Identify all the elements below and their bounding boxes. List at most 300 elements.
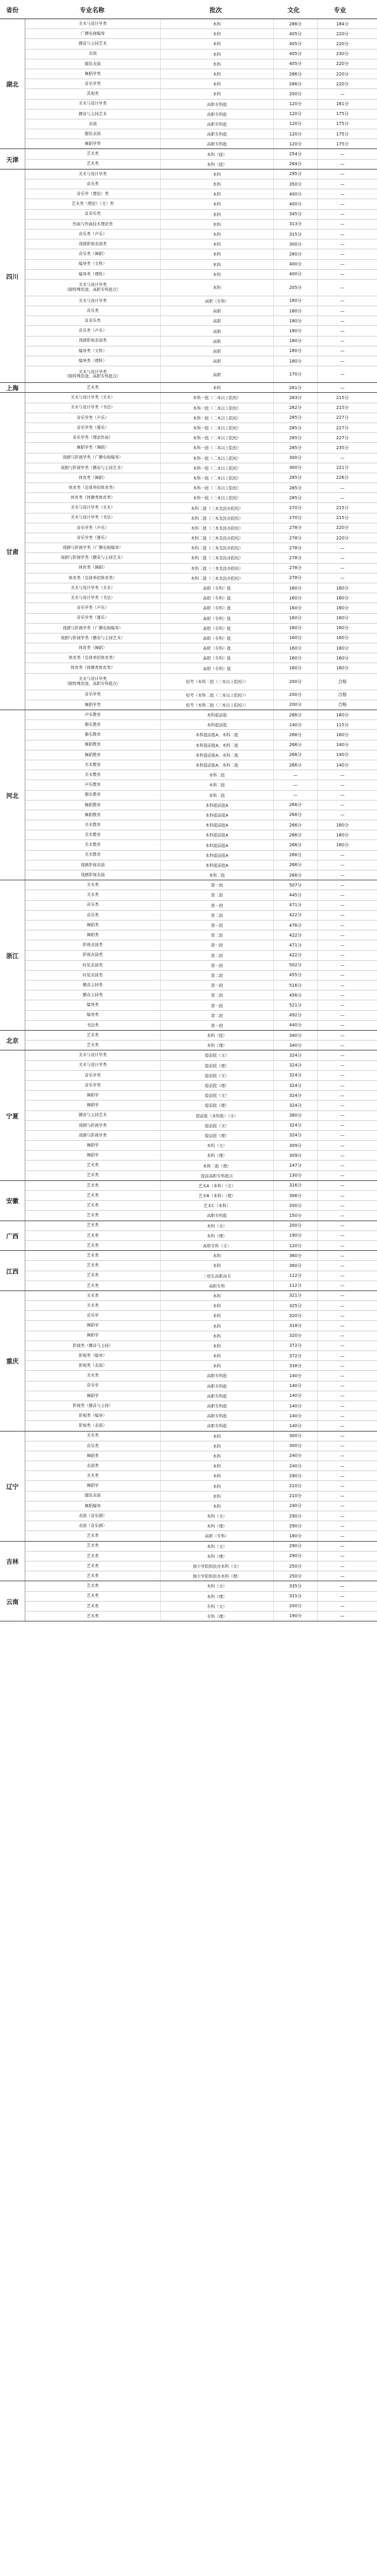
culture-score-cell: 507分 [274, 880, 318, 890]
major-cell: 编导类（理科） [25, 356, 161, 366]
profession-score-cell: 160分 [336, 625, 349, 631]
batch-cell: 本科提前批A [161, 820, 274, 830]
profession-score-cell: — [340, 212, 345, 217]
batch-cell: 独立学院和民办本科（文） [161, 1561, 274, 1571]
culture-score-cell: 320分 [274, 1311, 318, 1320]
major-cell: 音乐学 [25, 1381, 161, 1391]
table-row [25, 930, 377, 940]
culture-score-cell: 324分 [274, 1081, 318, 1090]
profession-score-cell: — [340, 241, 345, 247]
batch-cell: 高职（专科）批 [161, 633, 274, 643]
profession-score-cell: 160分 [336, 832, 349, 838]
culture-score-cell: 400分 [274, 270, 318, 279]
batch-cell: 本科 [161, 1341, 274, 1350]
batch-cell: 本科二批 [161, 780, 274, 789]
major-cell: 艺术类 [25, 1211, 161, 1220]
culture-score-cell: 471分 [274, 940, 318, 950]
culture-score-cell: 360分 [274, 1261, 318, 1270]
profession-score-cell: — [340, 942, 345, 948]
batch-cell: 提前批（文） [161, 1050, 274, 1060]
profession-score-cell: — [340, 1413, 345, 1419]
province-name: 河北 [0, 710, 25, 880]
major-cell: 音乐类 [25, 179, 161, 189]
culture-score-cell: 266分 [274, 820, 318, 830]
table-row [25, 1161, 377, 1170]
major-cell: 体育类（舞蹈） [25, 564, 161, 573]
table-row [25, 543, 377, 553]
culture-score-cell: 266分 [274, 840, 318, 849]
major-cell: 戏剧与影视学类 [25, 1121, 161, 1130]
profession-score-cell: — [340, 221, 345, 227]
culture-score-cell: 405分 [274, 29, 318, 38]
major-cell: 美术教育 [25, 840, 161, 849]
table-row [25, 366, 377, 382]
batch-cell: 高职 [161, 366, 274, 382]
province-name: 北京 [0, 1031, 25, 1050]
profession-score-cell: — [340, 328, 345, 334]
major-cell: 艺术类 [25, 1602, 161, 1611]
culture-score-cell: 120分 [274, 100, 318, 109]
major-cell: 器乐教育 [25, 730, 161, 739]
major-cell: 美术与设计学类 [25, 100, 161, 109]
culture-score-cell: 300分 [274, 1432, 318, 1441]
batch-cell: 本科 [161, 1331, 274, 1341]
major-cell: 编导类（理科） [25, 270, 161, 279]
batch-cell: 第一段 [161, 940, 274, 950]
culture-score-cell: 130分 [274, 1171, 318, 1180]
culture-score-cell: 286分 [274, 79, 318, 88]
batch-cell: 提前批（文） [161, 1071, 274, 1080]
batch-cell: 本科提前批A、本科二批 [161, 730, 274, 739]
profession-score-cell: — [340, 348, 345, 354]
culture-score-cell: 270分 [274, 503, 318, 512]
profession-score-cell: — [340, 1363, 345, 1368]
table-row [25, 1050, 377, 1060]
profession-score-cell: 140分 [336, 742, 349, 748]
table-row [25, 1151, 377, 1161]
culture-score-cell: 324分 [274, 1121, 318, 1130]
profession-score-cell: — [340, 912, 345, 918]
profession-score-cell: — [340, 308, 345, 314]
major-cell: 美术教育 [25, 820, 161, 830]
major-cell: 体育类（舞蹈） [25, 473, 161, 483]
batch-cell: 本科二批（三本及民办院校） [161, 503, 274, 512]
batch-cell: 本科提前批A、本科二批 [161, 760, 274, 770]
batch-cell: 本科 [161, 1441, 274, 1451]
batch-cell: 本科二批（三本及民办院校） [161, 543, 274, 552]
profession-score-cell: — [340, 862, 345, 868]
batch-cell: 本科 [161, 1261, 274, 1270]
batch-cell: 高职（专科）批 [161, 624, 274, 633]
major-cell: 音乐学类（理论作曲） [25, 433, 161, 442]
table-row [25, 1111, 377, 1121]
culture-score-cell: 266分 [274, 730, 318, 739]
profession-score-cell: — [340, 1042, 345, 1048]
major-cell: 编导类（文科） [25, 260, 161, 269]
batch-cell: 第二段 [161, 971, 274, 980]
table-row [25, 981, 377, 990]
major-cell: 舞蹈学类 [25, 139, 161, 148]
profession-score-cell: — [340, 1353, 345, 1359]
profession-score-cell: 160分 [336, 666, 349, 671]
province-name: 广西 [0, 1221, 25, 1251]
profession-score-cell: — [340, 1233, 345, 1239]
province-name: 四川 [0, 170, 25, 382]
profession-score-cell: — [340, 1273, 345, 1279]
culture-score-cell: 360分 [274, 1251, 318, 1260]
table-row [25, 337, 377, 346]
batch-cell: 第一段 [161, 880, 274, 890]
culture-score-cell: 324分 [274, 1091, 318, 1100]
major-cell: 艺术类 [25, 1281, 161, 1290]
major-cell: 艺术类 [25, 1561, 161, 1571]
major-cell: 艺术类 [25, 1231, 161, 1240]
batch-cell: 本科一批（二本以上院校） [161, 453, 274, 463]
profession-score-cell: — [340, 1283, 345, 1289]
culture-score-cell: 340分 [274, 1041, 318, 1050]
major-cell: 播音与主持艺术 [25, 109, 161, 119]
batch-cell: 高职 [161, 316, 274, 325]
table-row [25, 741, 377, 750]
table-row [25, 1261, 377, 1271]
profession-score-cell: 227分 [336, 415, 349, 421]
batch-cell: 本科 [161, 1301, 274, 1310]
culture-score-cell: 180分 [274, 356, 318, 366]
batch-cell: 本科二批（理） [161, 1161, 274, 1170]
table-row [25, 306, 377, 316]
profession-score-cell: — [340, 1223, 345, 1229]
culture-score-cell: 112分 [274, 1281, 318, 1290]
table-row [25, 1071, 377, 1081]
profession-score-cell: — [340, 1193, 345, 1198]
province-block [0, 1291, 377, 1432]
major-cell: 舞蹈学 [25, 1101, 161, 1110]
culture-score-cell: 318分 [274, 1321, 318, 1330]
culture-score-cell: 300分 [274, 453, 318, 463]
major-cell: 戏剧与影视学类（广播电视编导） [25, 453, 161, 463]
province-block [0, 880, 377, 1031]
profession-score-cell: — [340, 782, 345, 788]
culture-score-cell: 290分 [274, 1542, 318, 1551]
batch-cell: 本科二批 [161, 791, 274, 800]
culture-score-cell: 261分 [274, 383, 318, 392]
profession-score-cell: — [340, 338, 345, 344]
culture-score-cell: 160分 [274, 643, 318, 653]
major-cell: 戏剧影视表演类 [25, 337, 161, 346]
profession-score-cell: — [340, 1023, 345, 1028]
profession-score-cell: — [340, 262, 345, 267]
profession-score-cell: 230分 [336, 51, 349, 57]
table-row [25, 1581, 377, 1591]
culture-score-cell: 266分 [274, 760, 318, 770]
major-cell: 美术类 [25, 1291, 161, 1300]
major-cell: 舞蹈学类（舞蹈） [25, 443, 161, 452]
culture-score-cell: 266分 [274, 741, 318, 750]
culture-score-cell: 120分 [274, 109, 318, 119]
table-row [25, 1081, 377, 1091]
batch-cell: 本科一批（二本以上院校） [161, 423, 274, 432]
culture-score-cell: 492分 [274, 1011, 318, 1020]
batch-cell: 本科二批 [161, 870, 274, 880]
culture-score-cell: 140分 [274, 1421, 318, 1430]
profession-score-cell: — [340, 1102, 345, 1108]
batch-cell: 提前批（理） [161, 1131, 274, 1140]
major-cell: 体育类（足球单招体育类） [25, 653, 161, 663]
batch-cell: 第一段 [161, 961, 274, 970]
major-cell: 声乐教育 [25, 780, 161, 789]
profession-score-cell: — [340, 1533, 345, 1539]
culture-score-cell: 324分 [274, 1071, 318, 1080]
table-row [25, 770, 377, 780]
culture-score-cell: 295分 [274, 170, 318, 179]
culture-score-cell: 278分 [274, 543, 318, 552]
batch-cell: 第二段 [161, 951, 274, 960]
profession-score-cell: — [340, 802, 345, 808]
culture-score-cell: 140分 [274, 1371, 318, 1380]
profession-score-cell: — [340, 1123, 345, 1128]
culture-score-cell: 266分 [274, 810, 318, 820]
culture-score-cell: 300分 [274, 463, 318, 473]
table-row [25, 830, 377, 840]
table-row [25, 1592, 377, 1602]
culture-score-cell: 278分 [274, 564, 318, 573]
major-cell: 美术与设计学类 [25, 296, 161, 306]
culture-score-cell: 120分 [274, 119, 318, 129]
province-block [0, 19, 377, 149]
major-cell: 艺术类 [25, 1251, 161, 1260]
profession-score-cell: — [340, 1493, 345, 1499]
profession-score-cell: 227分 [336, 425, 349, 431]
province-name: 浙江 [0, 880, 25, 1030]
batch-cell: 高职专科批 [161, 1381, 274, 1391]
table-row [25, 326, 377, 336]
batch-cell: 本科 [161, 220, 274, 229]
profession-score-cell: — [340, 1313, 345, 1318]
profession-score-cell: — [340, 1483, 345, 1489]
culture-score-cell: 200分 [274, 690, 318, 700]
culture-score-cell: 254分 [274, 149, 318, 158]
major-cell: 表演 [25, 49, 161, 59]
batch-cell: 本科 [161, 249, 274, 259]
table-row [25, 239, 377, 249]
profession-score-cell: — [340, 1333, 345, 1339]
batch-cell: 本科（提） [161, 1031, 274, 1040]
table-row [25, 383, 377, 392]
profession-score-cell: — [340, 201, 345, 207]
table-row [25, 1552, 377, 1561]
province-block [0, 1181, 377, 1221]
table-row [25, 346, 377, 356]
batch-cell: 高职专科批 [161, 1391, 274, 1401]
batch-cell: 本科 [161, 1251, 274, 1260]
major-cell: 舞蹈学类 [25, 69, 161, 79]
major-cell: 艺术类 [25, 1241, 161, 1250]
province-name: 辽宁 [0, 1432, 25, 1541]
table-row [25, 493, 377, 503]
batch-cell: 本科一批（二本以上院校） [161, 473, 274, 483]
culture-score-cell: 180分 [274, 337, 318, 346]
table-row [25, 109, 377, 119]
table-row [25, 583, 377, 593]
major-cell: 影视类（编导） [25, 1351, 161, 1360]
header-culture: 文化 [287, 7, 300, 14]
batch-cell: 专科（理） [161, 1612, 274, 1621]
table-row [25, 1211, 377, 1220]
major-cell: 舞蹈类 [25, 930, 161, 940]
batch-cell: 提前批（理） [161, 1101, 274, 1110]
culture-score-cell: 285分 [274, 493, 318, 502]
profession-score-cell: — [340, 1503, 345, 1509]
culture-score-cell: 405分 [274, 49, 318, 59]
batch-cell: 本科 [161, 260, 274, 269]
batch-cell: 本科一批（二本以上院校） [161, 393, 274, 402]
culture-score-cell: 266分 [274, 830, 318, 839]
major-cell: 美术教育 [25, 770, 161, 779]
culture-score-cell: 160分 [274, 624, 318, 633]
batch-cell: 本科（文） [161, 1542, 274, 1551]
table-row [25, 710, 377, 720]
batch-cell: 本科（理） [161, 1151, 274, 1160]
major-cell: 美术与设计学类（书法） [25, 403, 161, 413]
profession-score-cell: 160分 [336, 732, 349, 737]
table-row [25, 1381, 377, 1391]
table-row [25, 316, 377, 326]
table-row [25, 1221, 377, 1231]
batch-cell: 本科 [161, 39, 274, 48]
batch-cell: 本科（提） [161, 160, 274, 169]
batch-cell: 本科一批（二本以上院校） [161, 463, 274, 473]
major-cell: 书法类 [25, 1021, 161, 1030]
culture-score-cell: 266分 [274, 801, 318, 810]
table-row [25, 653, 377, 663]
profession-score-cell: 161分 [336, 101, 349, 107]
batch-cell: 高职专科批 [161, 1211, 274, 1220]
culture-score-cell: 372分 [274, 1341, 318, 1350]
batch-cell: 本科二批（三本及民办院校） [161, 573, 274, 583]
province-block [0, 170, 377, 383]
culture-score-cell: 160分 [274, 614, 318, 623]
culture-score-cell: 300分 [274, 239, 318, 249]
major-cell: 音乐学类（器乐） [25, 423, 161, 432]
table-row [25, 971, 377, 981]
major-cell: 艺术类 [25, 1221, 161, 1230]
batch-cell: 本科（文） [161, 1511, 274, 1521]
header-batch: 批次 [210, 7, 222, 14]
profession-score-cell: 160分 [336, 822, 349, 828]
profession-score-cell: — [340, 1443, 345, 1449]
culture-score-cell: 309分 [274, 1151, 318, 1160]
batch-cell: 本科 [161, 1432, 274, 1441]
batch-cell: 本科提前批 [161, 710, 274, 719]
table-row [25, 633, 377, 643]
batch-cell: 本科 [161, 189, 274, 199]
major-cell: 美术类 [25, 1371, 161, 1380]
table-row [25, 801, 377, 810]
major-cell: 景音乐类 [25, 210, 161, 219]
table-row [25, 614, 377, 624]
profession-score-cell: — [340, 1553, 345, 1559]
major-cell: 艺术类 [25, 1271, 161, 1281]
profession-score-cell: 160分 [336, 655, 349, 661]
table-row [25, 1271, 377, 1281]
culture-score-cell: 315分 [274, 1592, 318, 1601]
major-cell: 作曲与作曲技术理论类 [25, 220, 161, 229]
table-row [25, 851, 377, 861]
table-row [25, 690, 377, 700]
culture-score-cell: 160分 [274, 603, 318, 612]
table-row [25, 1471, 377, 1481]
province-name: 宁夏 [0, 1050, 25, 1180]
major-cell: 舞蹈教育 [25, 741, 161, 750]
table-row [25, 603, 377, 613]
profession-score-cell: — [340, 495, 345, 500]
batch-cell: 第一段 [161, 1000, 274, 1010]
profession-score-cell: — [340, 992, 345, 998]
table-row [25, 1571, 377, 1581]
profession-score-cell: — [340, 1052, 345, 1058]
major-cell: 戏剧与影视学类（播音与主持艺术） [25, 633, 161, 643]
culture-score-cell: 247分 [274, 1161, 318, 1170]
batch-cell: 本科 [161, 179, 274, 189]
profession-score-cell: — [340, 1523, 345, 1529]
province-name: 上海 [0, 383, 25, 392]
major-cell: 影视类（播音与主持） [25, 1341, 161, 1350]
profession-score-cell: — [340, 1063, 345, 1068]
batch-cell: 校考（本科二批（三本以上院校）） [161, 700, 274, 710]
major-cell: 音乐学类 [25, 1081, 161, 1090]
culture-score-cell: 140分 [274, 1391, 318, 1401]
table-row [25, 1481, 377, 1491]
table-row [25, 901, 377, 911]
culture-score-cell: 160分 [274, 593, 318, 603]
batch-cell: 本科 [161, 1321, 274, 1330]
major-cell: 戏剧与影视学类 [25, 1131, 161, 1140]
batch-cell: 专科（文） [161, 1602, 274, 1611]
major-cell: 艺术类 [25, 1031, 161, 1040]
culture-score-cell: 285分 [274, 443, 318, 452]
profession-score-cell: — [340, 1373, 345, 1378]
major-cell: 音乐类（声乐） [25, 230, 161, 239]
table-row [25, 593, 377, 603]
major-cell: 舞蹈教育 [25, 750, 161, 760]
profession-score-cell: — [340, 1433, 345, 1439]
profession-score-cell: — [340, 1463, 345, 1469]
table-row [25, 840, 377, 850]
culture-score-cell: 316分 [274, 1181, 318, 1190]
batch-cell: 高职（专科）批 [161, 603, 274, 612]
major-cell: 舞蹈编导 [25, 1501, 161, 1511]
profession-score-cell: — [340, 1453, 345, 1459]
profession-score-cell: — [340, 882, 345, 888]
culture-score-cell: 200分 [274, 1602, 318, 1611]
major-cell: 影视类（编导） [25, 1411, 161, 1420]
major-cell: 音乐学类（器乐） [25, 533, 161, 543]
profession-score-cell: 160分 [336, 635, 349, 641]
major-cell: 编导类 [25, 1011, 161, 1020]
batch-cell: 本科二批（三本及民办院校） [161, 553, 274, 562]
culture-score-cell: 455分 [274, 971, 318, 980]
major-cell: 舞蹈学 [25, 1391, 161, 1401]
table-row [25, 59, 377, 69]
batch-cell: 高职（专科）批 [161, 593, 274, 603]
profession-score-cell: — [340, 1383, 345, 1389]
major-cell: 服装表演 [25, 129, 161, 139]
province-block [0, 1221, 377, 1252]
table-row [25, 49, 377, 59]
major-cell: 戏剧影视表演 [25, 870, 161, 880]
major-cell: 其他类 [25, 89, 161, 98]
province-name: 甘肃 [0, 393, 25, 710]
